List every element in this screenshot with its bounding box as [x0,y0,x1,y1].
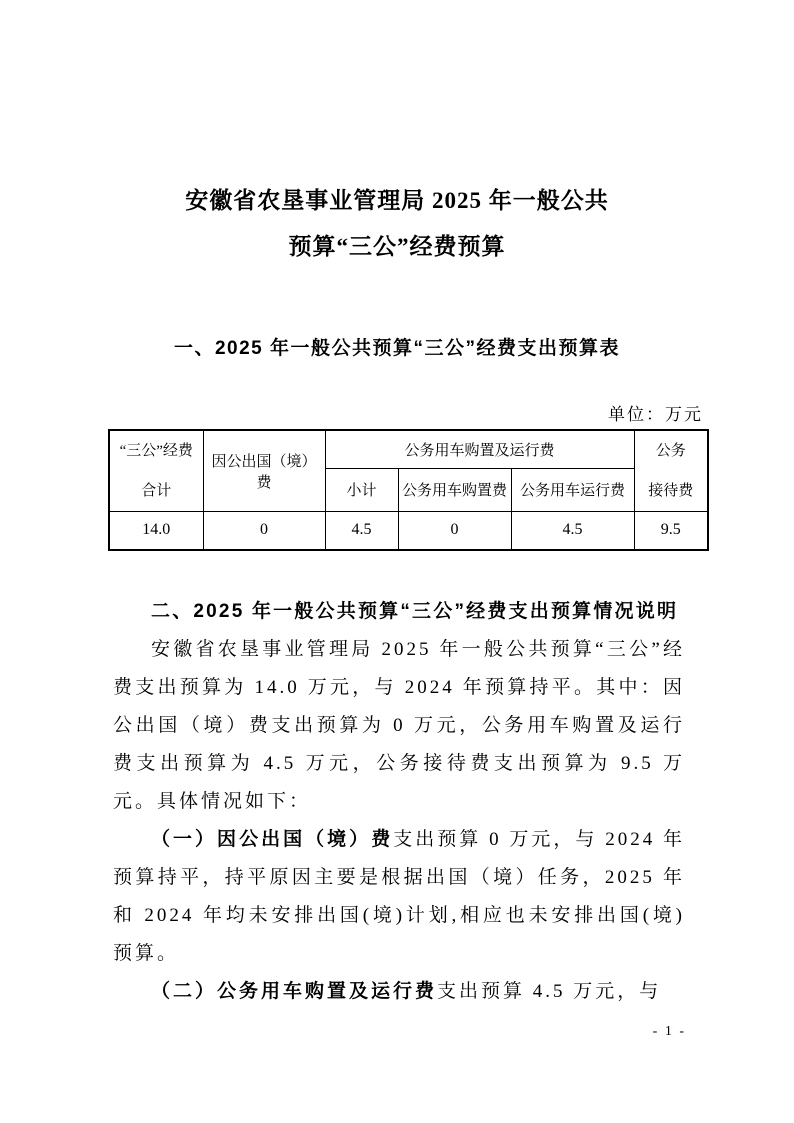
paragraph-item1 [113,821,685,973]
budget-table-area [108,400,707,551]
cell-subtotal-value: 4.5 [325,512,398,550]
cell-reception-value: 9.5 [634,512,708,550]
header-reception-line1: 公务 [655,443,686,459]
section2-heading: 二、2025 年一般公共预算“三公”经费支出预算情况说明 [151,600,679,622]
paragraph-overview [113,631,685,821]
header-vehicle-operation: 公务用车运行费 [511,468,634,511]
section1-heading: 一、2025 年一般公共预算“三公”经费支出预算表 [173,338,621,359]
cell-purchase-value: 0 [398,512,511,550]
header-reception-line2: 接待费 [648,483,694,499]
cell-abroad-value: 0 [203,512,325,550]
header-abroad-fee: 因公出国（境）费 [203,430,325,512]
paragraph-item2 [113,973,685,1011]
document-title [0,0,794,270]
header-vehicle-group: 公务用车购置及运行费 [325,430,634,468]
cell-operation-value: 4.5 [511,512,634,550]
paragraph-item2-lead: （二）公务用车购置及运行费 [151,980,438,1002]
header-vehicle-purchase: 公务用车购置费 [398,468,511,511]
unit-label: 单位：万元 [608,405,703,424]
header-sangong-total-line2: 合计 [141,483,172,499]
header-vehicle-subtotal: 小计 [325,468,398,511]
header-sangong-total-line1: “三公”经费 [119,443,193,459]
document-title-line2: 预算“三公”经费预算 [288,234,506,259]
document-title-line1: 安徽省农垦事业管理局 2025 年一般公共 [185,188,609,213]
page-number: - 1 - [652,1024,686,1039]
cell-total-value: 14.0 [109,512,203,550]
budget-table [108,429,709,551]
paragraph-item1-text: 支出预算 0 万元，与 2024 年预算持平，持平原因主要是根据出国（境）任务，2025 年和 2024 年均未安排出国(境)计划,相应也未安排出国(境)预算。 [113,828,685,964]
header-sangong-total [109,430,203,512]
table-row [109,512,708,550]
paragraph-overview-text: 安徽省农垦事业管理局 2025 年一般公共预算“三公”经费支出预算为 14.0 万元，与 2024 年预算持平。其中：因公出国（境）费支出预算为 0 万元，公务用车购置及运行费支出预算为 4.5 万元，公务接待费支出预算为 9.5 万元。具体情况如下： [113,638,685,812]
header-reception-fee [634,430,708,512]
paragraph-item1-lead: （一）因公出国（境）费 [151,828,394,850]
paragraph-item2-text: 支出预算 4.5 万元，与 [437,980,662,1002]
